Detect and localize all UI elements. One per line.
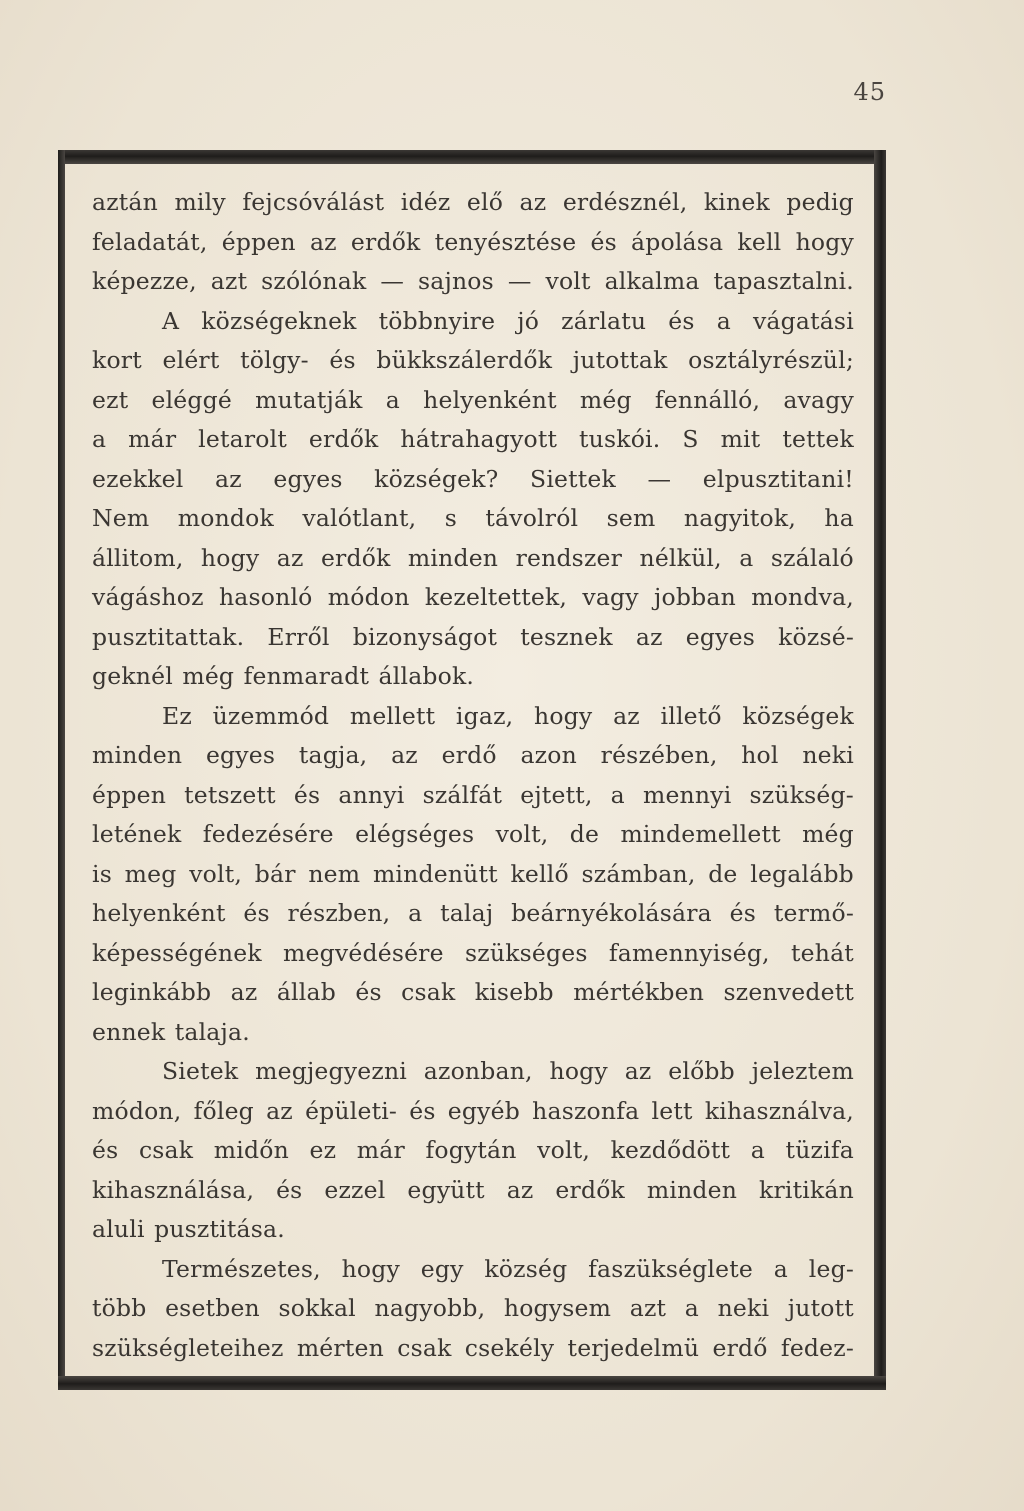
border-rule-right (874, 150, 886, 1390)
text-line: ezekkel az egyes községek? Siettek — elpusztitani! (92, 464, 854, 493)
text-line: Nem mondok valótlant, s távolról sem nagyitok, ha (92, 504, 854, 532)
text-line: a már letarolt erdők hátrahagyott tuskói. S mit tettek (92, 425, 854, 453)
border-rule-top (58, 150, 886, 164)
text-line: geknél még fenmaradt állabok. (92, 662, 475, 690)
page-number: 45 (853, 78, 886, 106)
text-line: ennek talaja. (92, 1017, 250, 1046)
text-line: képezze, azt szólónak — sajnos — volt alkalma tapasztalni. (92, 267, 854, 295)
text-line: A községeknek többnyire jó zárlatu és a vágatási (162, 306, 854, 335)
text-line: Ez üzemmód mellett igaz, hogy az illető községek (162, 701, 854, 730)
text-line: vágáshoz hasonló módon kezeltettek, vagy jobban mondva, (92, 583, 854, 611)
text-line: állitom, hogy az erdők minden rendszer nélkül, a szálaló (92, 543, 854, 572)
text-line: is meg volt, bár nem mindenütt kellő számban, de legalább (92, 859, 854, 888)
text-line: helyenként és részben, a talaj beárnyékolására és termő- (92, 899, 854, 927)
text-line: és csak midőn ez már fogytán volt, kezdődött a tüzifa (92, 1136, 854, 1164)
text-line: Természetes, hogy egy község faszükséglete a leg- (162, 1254, 854, 1283)
border-rule-bottom (58, 1376, 886, 1390)
text-line: képességének megvédésére szükséges famennyiség, tehát (92, 938, 854, 967)
text-line: aluli pusztitása. (92, 1215, 285, 1243)
text-line: minden egyes tagja, az erdő azon részében, hol neki (92, 741, 854, 769)
text-line: kort elért tölgy- és bükkszálerdők jutottak osztályrészül; (92, 346, 854, 374)
text-line: Sietek megjegyezni azonban, hogy az előbb jeleztem (162, 1057, 854, 1085)
text-line: letének fedezésére elégséges volt, de mindemellett még (92, 820, 854, 848)
border-rule-left (58, 150, 65, 1390)
text-line: pusztitattak. Erről bizonyságot tesznek az egyes közsé- (92, 622, 854, 651)
text-line: szükségleteihez mérten csak csekély terjedelmü erdő fedez- (92, 1333, 854, 1362)
text-line: kihasználása, és ezzel együtt az erdők minden kritikán (92, 1175, 854, 1204)
text-line: ezt eléggé mutatják a helyenként még fennálló, avagy (92, 385, 854, 414)
text-line: leginkább az állab és csak kisebb mértékben szenvedett (92, 978, 854, 1006)
text-line: aztán mily fejcsóválást idéz elő az erdésznél, kinek pedig (92, 188, 854, 216)
body-text (92, 183, 854, 1368)
text-line: éppen tetszett és annyi szálfát ejtett, a mennyi szükség- (92, 780, 854, 809)
text-line: feladatát, éppen az erdők tenyésztése és ápolása kell hogy (92, 227, 854, 256)
text-line: több esetben sokkal nagyobb, hogysem azt a neki jutott (92, 1294, 854, 1322)
text-line: módon, főleg az épületi- és egyéb haszonfa lett kihasználva, (92, 1096, 854, 1125)
